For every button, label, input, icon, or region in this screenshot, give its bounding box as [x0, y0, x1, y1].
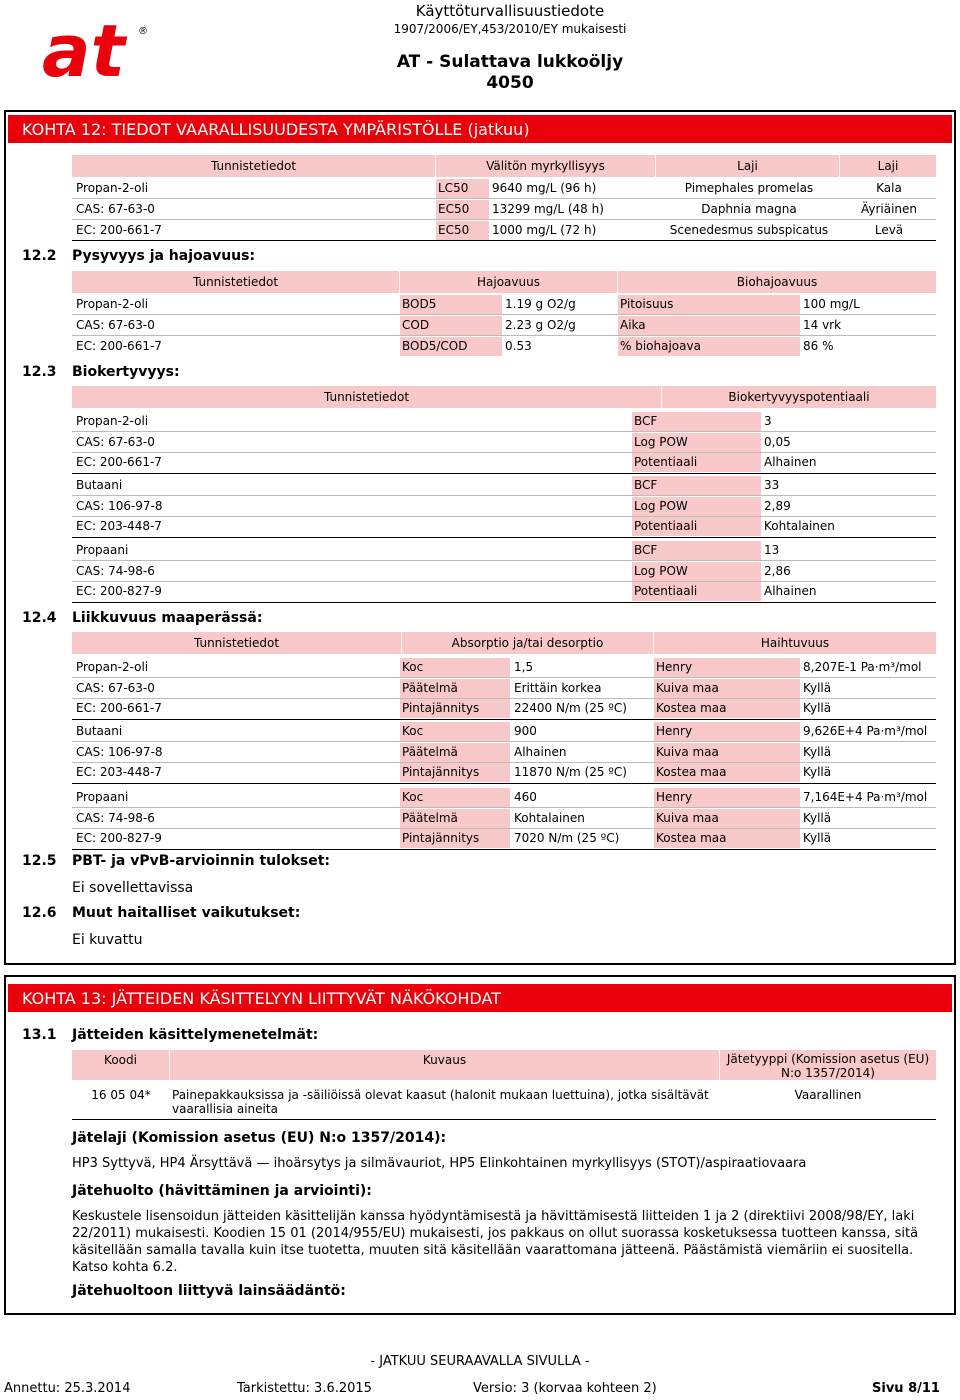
s125-number: 12.5	[22, 853, 57, 869]
footer-page: Sivu 8/11	[872, 1381, 940, 1396]
tox-value-2: 1000 mg/L (72 h)	[492, 223, 597, 237]
s124-param2: Henry	[654, 722, 800, 741]
s124-ident: Butaani	[76, 724, 123, 738]
row-divider	[72, 431, 936, 432]
s124-param: Koc	[400, 788, 510, 807]
s124-value2: 9,626E+4 Pa·m³/mol	[803, 724, 928, 738]
law-title: Jätehuoltoon liittyvä lainsäädäntö:	[72, 1283, 346, 1299]
row-divider	[72, 495, 936, 496]
s123-label: Potentiaali	[632, 453, 761, 472]
s124-param: Päätelmä	[400, 743, 510, 762]
tox-header-species: Laji	[656, 155, 840, 177]
product-name: AT - Sulattava lukkoöljy	[396, 52, 624, 72]
product-code: 4050	[486, 73, 534, 93]
doc-regulation: 1907/2006/EY,453/2010/EY mukaisesti	[393, 22, 627, 36]
s123-label: Log POW	[632, 497, 761, 516]
s123-ident: CAS: 67-63-0	[76, 434, 155, 449]
s122-a-2: BOD5/COD	[400, 337, 502, 356]
tox-test-1: EC50	[436, 200, 489, 219]
waste-header-type: Jätetyyppi (Komission asetus (EU) N:o 1357/2014)	[720, 1050, 936, 1080]
s122-b-2: 0.53	[505, 339, 532, 353]
tox-ident-2: EC: 200-661-7	[76, 223, 162, 237]
s123-value: Alhainen	[764, 584, 817, 598]
tox-species-1: Daphnia magna	[701, 202, 797, 216]
s123-title: Biokertyvyys:	[72, 364, 180, 380]
waste-code: 16 05 04*	[91, 1088, 151, 1102]
tox-type-2: Levä	[874, 223, 904, 237]
tox-test-2: EC50	[436, 221, 489, 240]
s122-c-1: Aika	[618, 316, 800, 335]
s124-value: Kohtalainen	[514, 810, 585, 825]
s124-param2: Henry	[654, 788, 800, 807]
s122-b-0: 1.19 g O2/g	[505, 297, 576, 311]
s123-ident: CAS: 106-97-8	[76, 498, 163, 513]
s124-value: 22400 N/m (25 ºC)	[514, 701, 627, 715]
s124-ident: EC: 200-827-9	[76, 831, 162, 845]
s122-c-2: % biohajoava	[618, 337, 800, 356]
tox-ident-0: Propan-2-oli	[76, 181, 149, 195]
s123-value: 2,89	[764, 498, 791, 513]
s122-header-biodeg: Biohajoavuus	[618, 271, 936, 293]
tox-species-2: Scenedesmus subspicatus	[669, 223, 829, 237]
s124-param: Pintajännitys	[400, 763, 510, 782]
jatehuolto-text: Keskustele lisensoidun jätteiden käsittelijän kanssa hyödyntämisestä ja hävittämisestä liitteiden 1 ja 2 (direktiivi 2008/98/EY, laki 22/2011) mukaisesti. Koodien 15 01 (2014/955/EU) mukaisesti, jos pakkaus on ollut suorassa kosketuksessa tuotteen kanssa, sitä käsitellään samalla tavalla kuin itse tuotetta, muuten sitä käsitellään vaarattomana jätteenä. Päästämistä viemäriin ei suositella. Katso kohta 6.2.	[72, 1209, 919, 1275]
doc-title: Käyttöturvallisuustiedote	[415, 2, 605, 20]
s123-value: Kohtalainen	[764, 519, 835, 533]
s124-value2: Kyllä	[803, 810, 832, 825]
s122-title: Pysyvyys ja hajoavuus:	[72, 248, 256, 264]
s122-ident-1: CAS: 67-63-0	[76, 318, 155, 332]
waste-type: Vaarallinen	[794, 1088, 862, 1102]
logo-text: at	[42, 14, 126, 84]
tox-value-1: 13299 mg/L (48 h)	[492, 202, 604, 216]
s124-value2: 8,207E-1 Pa·m³/mol	[803, 660, 922, 674]
s124-number: 12.4	[22, 610, 57, 626]
s124-header-volatility: Haihtuvuus	[654, 632, 936, 654]
section13-title: KOHTA 13: JÄTTEIDEN KÄSITTELYYN LIITTYVÄT NÄKÖKOHDAT	[8, 984, 952, 1012]
s123-ident: CAS: 74-98-6	[76, 563, 155, 578]
s124-param2: Kostea maa	[654, 763, 800, 782]
s123-label: BCF	[632, 541, 761, 560]
s124-param: Koc	[400, 722, 510, 741]
s123-value: 3	[764, 414, 772, 428]
s123-value: Alhainen	[764, 455, 817, 469]
s124-header-ident: Tunnistetiedot	[72, 632, 402, 654]
s122-ident-2: EC: 200-661-7	[76, 339, 162, 353]
s124-value2: Kyllä	[803, 701, 832, 715]
s122-d-0: 100 mg/L	[803, 297, 860, 311]
s124-param2: Kostea maa	[654, 699, 800, 718]
s131-number: 13.1	[22, 1027, 57, 1043]
row-divider	[72, 560, 936, 561]
group-divider	[72, 537, 936, 538]
s124-param: Koc	[400, 658, 510, 677]
s123-label: Potentiaali	[632, 582, 761, 601]
s123-number: 12.3	[22, 364, 57, 380]
s123-ident: EC: 200-827-9	[76, 584, 162, 598]
group-divider	[72, 783, 936, 784]
s123-label: Log POW	[632, 562, 761, 581]
section12-title: KOHTA 12: TIEDOT VAARALLISUUDESTA YMPÄRISTÖLLE (jatkuu)	[8, 115, 952, 143]
s122-header-ident: Tunnistetiedot	[72, 271, 400, 293]
s124-param: Päätelmä	[400, 679, 510, 698]
s124-value: 1,5	[514, 660, 534, 674]
s124-ident: EC: 203-448-7	[76, 765, 162, 779]
group-divider	[72, 602, 936, 603]
tox-header-ident: Tunnistetiedot	[72, 155, 436, 177]
continues-note: - JATKUU SEURAAVALLA SIVULLA -	[370, 1354, 590, 1369]
s122-a-0: BOD5	[400, 295, 502, 314]
s124-header-absorption: Absorptio ja/tai desorptio	[402, 632, 654, 654]
s123-value: 0,05	[764, 434, 791, 449]
s124-value2: 7,164E+4 Pa·m³/mol	[803, 790, 928, 804]
s122-number: 12.2	[22, 248, 57, 264]
tox-type-1: Äyriäinen	[860, 202, 918, 216]
tox-ident-1: CAS: 67-63-0	[76, 202, 155, 216]
group-divider	[72, 473, 936, 474]
group-divider	[72, 719, 936, 720]
s124-value: 460	[514, 790, 537, 804]
logo-reg: ®	[138, 26, 148, 37]
tox-header-type: Laji	[840, 155, 936, 177]
s123-ident: Butaani	[76, 478, 123, 492]
s123-label: BCF	[632, 412, 761, 431]
s126-text: Ei kuvattu	[72, 932, 143, 948]
s122-header-degradation: Hajoavuus	[400, 271, 618, 293]
s124-param: Pintajännitys	[400, 699, 510, 718]
s124-ident: CAS: 67-63-0	[76, 680, 155, 695]
s126-number: 12.6	[22, 905, 57, 921]
s124-value2: Kyllä	[803, 680, 832, 695]
s123-header-bioacc: Biokertyvyyspotentiaali	[662, 386, 936, 408]
s124-value2: Kyllä	[803, 831, 832, 845]
waste-header-desc: Kuvaus	[170, 1050, 720, 1080]
s122-d-2: 86 %	[803, 339, 834, 353]
s124-value2: Kyllä	[803, 744, 832, 759]
waste-header-code: Koodi	[72, 1050, 170, 1080]
waste-desc: Painepakkauksissa ja -säiliöissä olevat kaasut (halonit mukaan luettuina), jotka sisältävät vaarallisia aineita	[172, 1088, 709, 1116]
tox-type-0: Kala	[876, 181, 902, 195]
company-logo	[40, 14, 150, 84]
s124-ident: CAS: 74-98-6	[76, 810, 155, 825]
footer-issued: Annettu: 25.3.2014	[4, 1381, 131, 1396]
s122-ident-0: Propan-2-oli	[76, 297, 149, 311]
s126-title: Muut haitalliset vaikutukset:	[72, 905, 301, 921]
s124-value: Erittäin korkea	[514, 680, 602, 695]
s124-value: 900	[514, 724, 537, 738]
tox-test-0: LC50	[436, 179, 489, 198]
s124-value: 7020 N/m (25 ºC)	[514, 831, 620, 845]
jatehuolto-title: Jätehuolto (hävittäminen ja arviointi):	[72, 1183, 372, 1199]
s123-ident: EC: 203-448-7	[76, 519, 162, 533]
s124-param2: Kuiva maa	[654, 743, 800, 762]
tox-value-0: 9640 mg/L (96 h)	[492, 181, 597, 195]
footer-revised: Tarkistettu: 3.6.2015	[237, 1381, 372, 1396]
group-divider	[72, 849, 936, 850]
s125-title: PBT- ja vPvB-arvioinnin tulokset:	[72, 853, 330, 869]
s122-c-0: Pitoisuus	[618, 295, 800, 314]
s124-param2: Henry	[654, 658, 800, 677]
s123-label: Potentiaali	[632, 517, 761, 536]
s123-ident: Propan-2-oli	[76, 414, 149, 428]
s124-param2: Kostea maa	[654, 829, 800, 848]
s124-ident: Propaani	[76, 790, 129, 804]
s124-value2: Kyllä	[803, 765, 832, 779]
s123-value: 33	[764, 478, 780, 492]
s123-value: 2,86	[764, 563, 791, 578]
s124-ident: EC: 200-661-7	[76, 701, 162, 715]
s124-param: Päätelmä	[400, 809, 510, 828]
s123-ident: EC: 200-661-7	[76, 455, 162, 469]
s122-d-1: 14 vrk	[803, 318, 842, 332]
s124-title: Liikkuvuus maaperässä:	[72, 610, 263, 626]
s123-value: 13	[764, 543, 780, 557]
s124-param: Pintajännitys	[400, 829, 510, 848]
s124-param2: Kuiva maa	[654, 679, 800, 698]
s124-ident: Propan-2-oli	[76, 660, 149, 674]
footer-version: Versio: 3 (korvaa kohteen 2)	[473, 1381, 657, 1396]
tox-header-toxicity: Välitön myrkyllisyys	[436, 155, 656, 177]
jatelaji-title: Jätelaji (Komission asetus (EU) N:o 1357/2014):	[72, 1130, 447, 1146]
s122-b-1: 2.23 g O2/g	[505, 318, 576, 332]
s123-header-ident: Tunnistetiedot	[72, 386, 662, 408]
s124-value: Alhainen	[514, 744, 567, 759]
s125-text: Ei sovellettavissa	[72, 880, 194, 896]
jatelaji-text: HP3 Syttyvä, HP4 Ärsyttävä — ihoärsytys ja silmävauriot, HP5 Elinkohtainen myrkyllisyys (STOT)/aspiraatiovaara	[72, 1156, 807, 1171]
s123-ident: Propaani	[76, 543, 129, 557]
tox-species-0: Pimephales promelas	[684, 181, 814, 195]
s123-label: Log POW	[632, 433, 761, 452]
s122-a-1: COD	[400, 316, 502, 335]
s124-ident: CAS: 106-97-8	[76, 744, 163, 759]
s124-param2: Kuiva maa	[654, 809, 800, 828]
s123-label: BCF	[632, 476, 761, 495]
s124-value: 11870 N/m (25 ºC)	[514, 765, 627, 779]
s131-title: Jätteiden käsittelymenetelmät:	[72, 1027, 319, 1043]
